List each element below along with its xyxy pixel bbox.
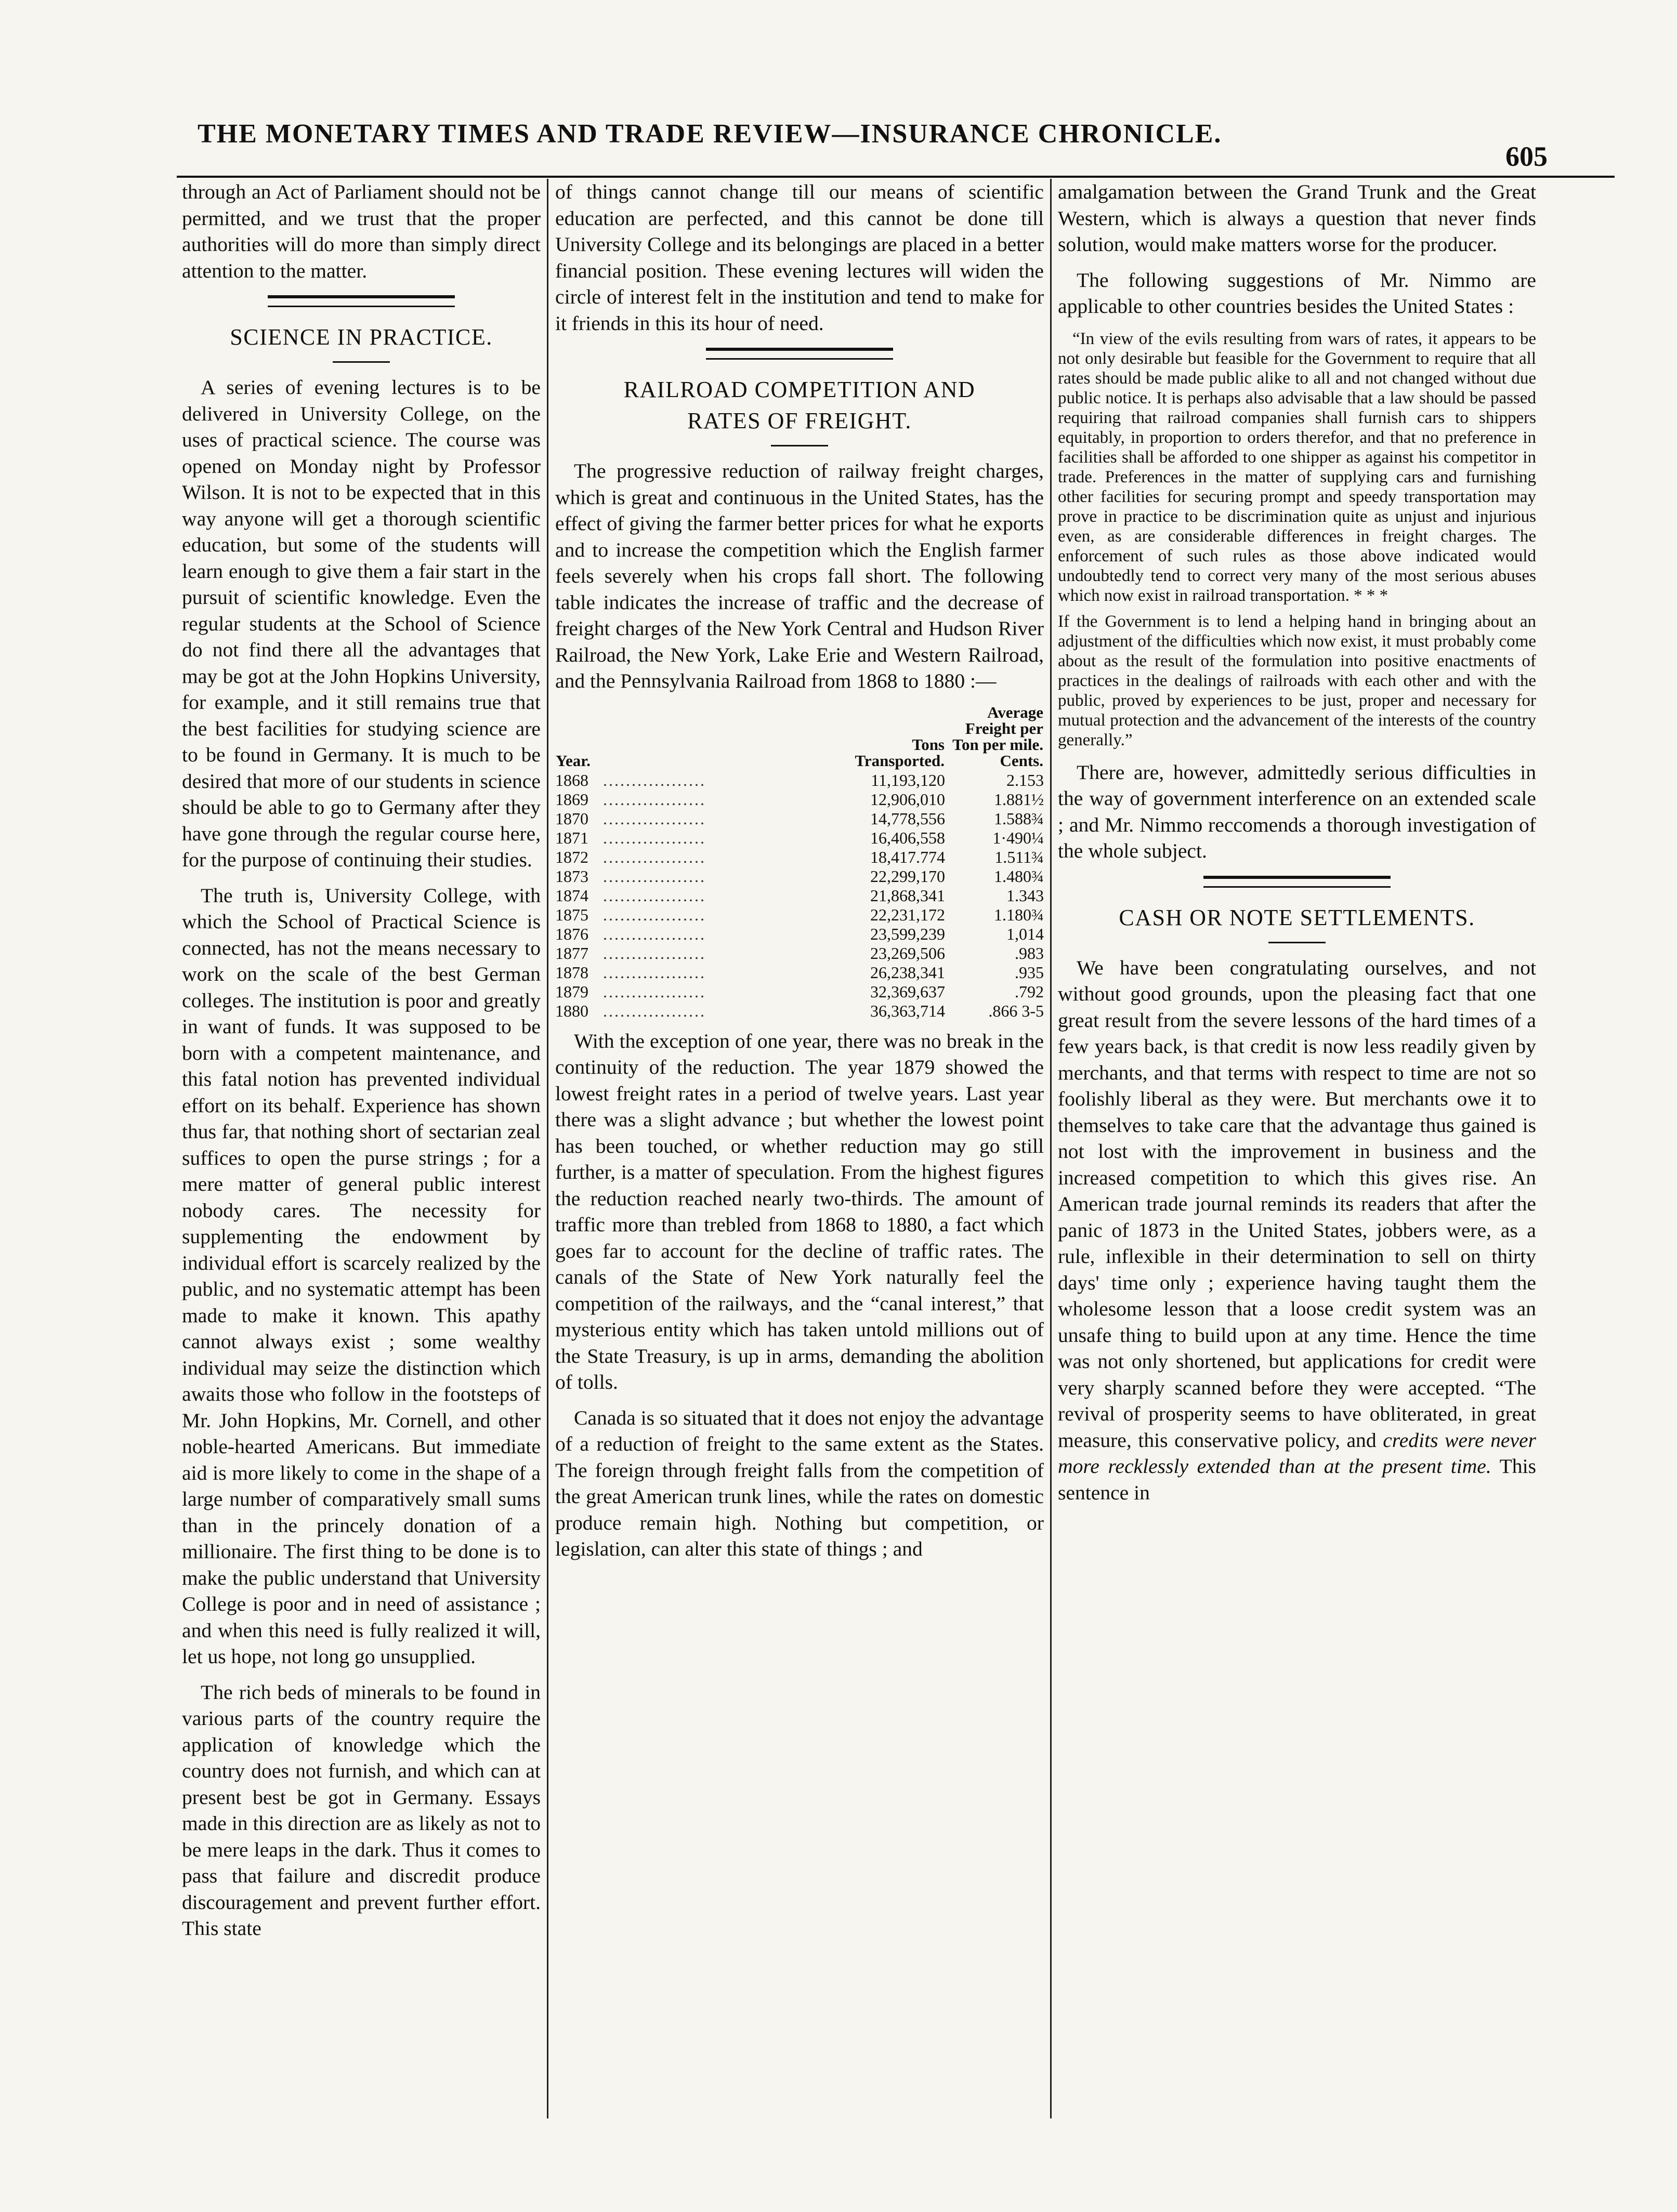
page-header: THE MONETARY TIMES AND TRADE REVIEW—INSURANCE CHRONICLE. [198, 119, 1222, 149]
table-row [555, 905, 1044, 925]
year-cell: 1868 [555, 770, 588, 789]
leader-dots: .................. [603, 905, 706, 924]
leader-dots: .................. [603, 828, 706, 847]
science-paragraph-2: The truth is, University College, with which the School of Practical Science is connected, has not the means necessary to work on the scale of the best German colleges. The institution is poor and greatly in want of funds. It was supposed to be born with a competent maintenance, and this fatal notion has prevented individual effort on its behalf. Experience has shown thus far, that nothing short of sectarian zeal suffices to open the purse strings ; for a mere matter of general public interest nobody cares. The necessity for supplementing the endowment by individual effort is scarcely realized by the public, and no systematic attempt has been made to make it known. This apathy cannot always exist ; some wealthy individual may seize the distinction which awaits those who follow in the footsteps of Mr. John Hopkins, Mr. Cornell, and other noble-hearted Americans. But immediate aid is more likely to come in the shape of a large number of comparatively small sums than in the princely donation of a millionaire. The first thing to be done is to make the public understand that University College is poor and in need of assistance ; and when this need is fully realized it will, let us hope, not long go unsupplied. [182, 884, 541, 1668]
rate-cell: 1.511¾ [994, 847, 1044, 866]
tons-cell: 22,299,170 [870, 866, 945, 886]
cash-heading: CASH OR NOTE SETTLEMENTS. [1119, 904, 1475, 930]
leader-dots: .................. [603, 770, 706, 789]
table-row [555, 1002, 1044, 1021]
table-row [555, 925, 1044, 944]
table-row [555, 944, 1044, 963]
page-number: 605 [1505, 141, 1548, 172]
rate-cell: .983 [1015, 943, 1044, 963]
year-cell: 1877 [555, 943, 588, 963]
section-divider [706, 348, 893, 360]
table-row [555, 790, 1044, 809]
leader-dots: .................. [603, 789, 706, 809]
railroad-paragraph-1: The progressive reduction of railway freight charges, which is great and continuous in the United States, has the effect of giving the farmer better prices for what he exports and to increase the competition which the English farmer feels severely when his crops fall short. The following table indicates the increase of traffic and the decrease of freight charges of the New York Central and Hudson River Railroad, the New York, Lake Erie and Western Railroad, and the Pennsylvania Railroad from 1868 to 1880 :— [555, 459, 1044, 692]
year-cell: 1869 [555, 789, 588, 809]
cash-text-italic: credits were never more recklessly extended than at the present time. [1058, 1428, 1536, 1478]
railroad-paragraph-2: With the exception of one year, there was no break in the continuity of the reduction. The year 1879 showed the lowest freight rates in a period of twelve years. Last year there was a slight advance ; but whether the lowest point has been touched, or whether reduction may go still further, is a matter of speculation. From the highest figures the reduction reached nearly two-thirds. The amount of traffic more than trebled from 1868 to 1880, a fact which goes far to account for the decline of traffic rates. The canals of the State of New York naturally feel the competition of the railways, and the “canal interest,” that mysterious entity which has taken untold millions out of the State Treasury, is up in arms, demanding the abolition of tolls. [555, 1029, 1044, 1393]
year-cell: 1876 [555, 924, 588, 943]
carryover-paragraph: of things cannot change till our means of scientific education are perfected, and this cannot be done till University College and its belongings are placed in a better financial position. These evening lectures will widen the circle of interest felt in the institution and tend to make for it friends in this its hour of need. [555, 180, 1044, 335]
tons-cell: 14,778,556 [870, 809, 945, 828]
leader-dots: .................. [603, 866, 706, 886]
heading-rule [333, 361, 390, 363]
rate-cell: 1.881½ [994, 789, 1044, 809]
tons-cell: 16,406,558 [870, 828, 945, 847]
leader-dots: .................. [603, 943, 706, 963]
rate-cell: .935 [1015, 963, 1044, 982]
section-divider [268, 295, 455, 307]
tons-cell: 11,193,120 [871, 770, 945, 789]
however-paragraph: There are, however, admittedly serious difficulties in the way of government interference on an extended scale ; and Mr. Nimmo reccomends a thorough investigation of the whole subject. [1058, 760, 1536, 862]
carryover-paragraph: through an Act of Parliament should not be permitted, and we trust that the proper authorities will do more than simply direct attention to the matter. [182, 180, 541, 282]
column-3 [1058, 179, 1536, 2118]
rate-cell: 1.180¾ [994, 905, 1044, 924]
rate-cell: .792 [1015, 982, 1044, 1001]
nimmo-quote-2: If the Government is to lend a helping hand in bringing about an adjustment of the difficulties which now exist, it must probably come about as the result of the formulation into positive enactments of practices in the dealings of railroads with each other and with the public, proved by experiences to be just, proper and necessary for mutual protection and the advancement of the interests of the country generally.” [1058, 612, 1536, 749]
tons-cell: 21,868,341 [870, 886, 945, 905]
col-header-tons: Tons Transported. [855, 735, 945, 770]
rate-cell: 1,014 [1006, 924, 1044, 943]
tons-cell: 22,231,172 [870, 905, 945, 924]
freight-table [555, 704, 1044, 1021]
tons-cell: 12,906,010 [870, 789, 945, 809]
year-cell: 1874 [555, 886, 588, 905]
rate-cell: 1.480¾ [994, 866, 1044, 886]
table-row [555, 886, 1044, 905]
nimmo-quote-1: “In view of the evils resulting from wars of rates, it appears to be not only desirable but feasible for the Government to require that all rates should be made public alike to all and not changed without due public notice. It is perhaps also advisable that a law should be passed requiring that railroad companies shall furnish cars to shippers equitably, in proportion to orders therefor, and that no preference in facilities shall be afforded to one shipper as against his competitor in trade. Preferences in the matter of supplying cars and furnishing other facilities for securing prompt and speedy transportation may prove in practice to be discrimination quite as unjust and injurious even, as are considerable differences in freight charges. The enforcement of such rules as those above indicated would undoubtedly tend to correct very many of the most serious abuses which now exist in railroad transportation. * * * [1058, 329, 1536, 605]
heading-rule [771, 445, 828, 446]
col-header-rate: Average Freight per Ton per mile. Cents. [952, 703, 1043, 770]
railroad-heading [555, 374, 1044, 437]
science-paragraph-3: The rich beds of minerals to be found in various parts of the country require the application of knowledge which the country does not furnish, and which can at present best be got in Germany. Essays made in this direction are as likely as not to be mere leaps in the dark. Thus it comes to pass that failure and discredit produce discouragement and prevent further effort. This state [182, 1680, 541, 1940]
year-cell: 1879 [555, 982, 588, 1001]
rate-cell: 2.153 [1006, 770, 1044, 789]
cash-paragraph-1 [1058, 955, 1536, 1506]
leader-dots: .................. [603, 982, 706, 1001]
railroad-paragraph-3: Canada is so situated that it does not enjoy the advantage of a reduction of freight to the same extent as the States. The foreign through freight falls from the competition of the great American trunk lines, while the rates on domestic produce remain high. Nothing but competition, or legislation, can alter this state of things ; and [555, 1406, 1044, 1560]
science-paragraph-1: A series of evening lectures is to be delivered in University College, on the uses of practical science. The course was opened on Monday night by Professor Wilson. It is not to be expected that in this way anyone will get a thorough scientific education, but some of the students will learn enough to give them a fair start in the pursuit of scientific knowledge. Even the regular students at the School of Science do not find there all the advantages that may be got at the John Hopkins University, for example, and it still remains true that the best facilities for studying science are to be found in Germany. It is much to be desired that more of our students in science should be able to go to Germany after they have gone through the regular course here, for the purpose of continuing their studies. [182, 376, 541, 871]
table-row [555, 771, 1044, 790]
railroad-heading-line-2: RATES OF FREIGHT. [687, 408, 912, 433]
year-cell: 1878 [555, 963, 588, 982]
railroad-heading-line-1: RAILROAD COMPETITION AND [623, 377, 976, 402]
rate-cell: 1.343 [1006, 886, 1044, 905]
rate-cell: 1.588¾ [994, 809, 1044, 828]
col-header-year: Year. [556, 751, 591, 770]
carryover-paragraph: amalgamation between the Grand Trunk and the Great Western, which is always a question that never finds solution, would make matters worse for the producer. [1058, 180, 1536, 256]
leader-dots: .................. [603, 924, 706, 943]
table-row [555, 809, 1044, 828]
year-cell: 1870 [555, 809, 588, 828]
science-heading: SCIENCE IN PRACTICE. [230, 324, 493, 350]
nimmo-intro-paragraph: The following suggestions of Mr. Nimmo are applicable to other countries besides the United States : [1058, 268, 1536, 318]
cash-text-main: We have been congratulating ourselves, and not without good grounds, upon the pleasing fact that one great result from the severe lessons of the hard times of a few years back, is that credit is now less readily given by merchants, and that terms with respect to time are not so foolishly liberal as they were. But merchants owe it to themselves to take care that the advantage thus gained is not lost with the improvement in business and the increased competition to which this gives rise. An American trade journal reminds its readers that after the panic of 1873 in the United States, jobbers were, as a rule, inflexible in their determination to sell on thirty days' time only ; experience having taught them the wholesome lesson that a loose credit system was an unsafe thing to build upon at any time. Hence the time was not only shortened, but applications for credit were very sharply scanned before they were accepted. “The revival of prosperity seems to have obliterated, in great measure, this conservative policy, and [1058, 956, 1536, 1452]
leader-dots: .................. [603, 886, 706, 905]
tons-cell: 32,369,637 [870, 982, 945, 1001]
leader-dots: .................. [603, 963, 706, 982]
column-2 [555, 179, 1052, 2118]
cash-text-end: This sentence in [1058, 1455, 1536, 1504]
leader-dots: .................. [603, 1001, 706, 1020]
column-1 [182, 179, 548, 2118]
year-cell: 1872 [555, 847, 588, 866]
table-row [555, 867, 1044, 886]
tons-cell: 26,238,341 [870, 963, 945, 982]
table-row [555, 848, 1044, 867]
year-cell: 1880 [555, 1001, 588, 1020]
rate-cell: .866 3-5 [988, 1001, 1044, 1020]
year-cell: 1871 [555, 828, 588, 847]
table-row [555, 963, 1044, 982]
table-row [555, 828, 1044, 848]
leader-dots: .................. [603, 847, 706, 866]
table-row [555, 982, 1044, 1002]
tons-cell: 36,363,714 [870, 1001, 945, 1020]
section-divider [1203, 876, 1391, 888]
header-rule [177, 176, 1615, 178]
tons-cell: 23,269,506 [870, 943, 945, 963]
rate-cell: 1·490¼ [992, 828, 1044, 847]
year-cell: 1875 [555, 905, 588, 924]
tons-cell: 18,417.774 [870, 847, 945, 866]
heading-rule [1268, 942, 1326, 943]
year-cell: 1873 [555, 866, 588, 886]
tons-cell: 23,599,239 [870, 924, 945, 943]
leader-dots: .................. [603, 809, 706, 828]
